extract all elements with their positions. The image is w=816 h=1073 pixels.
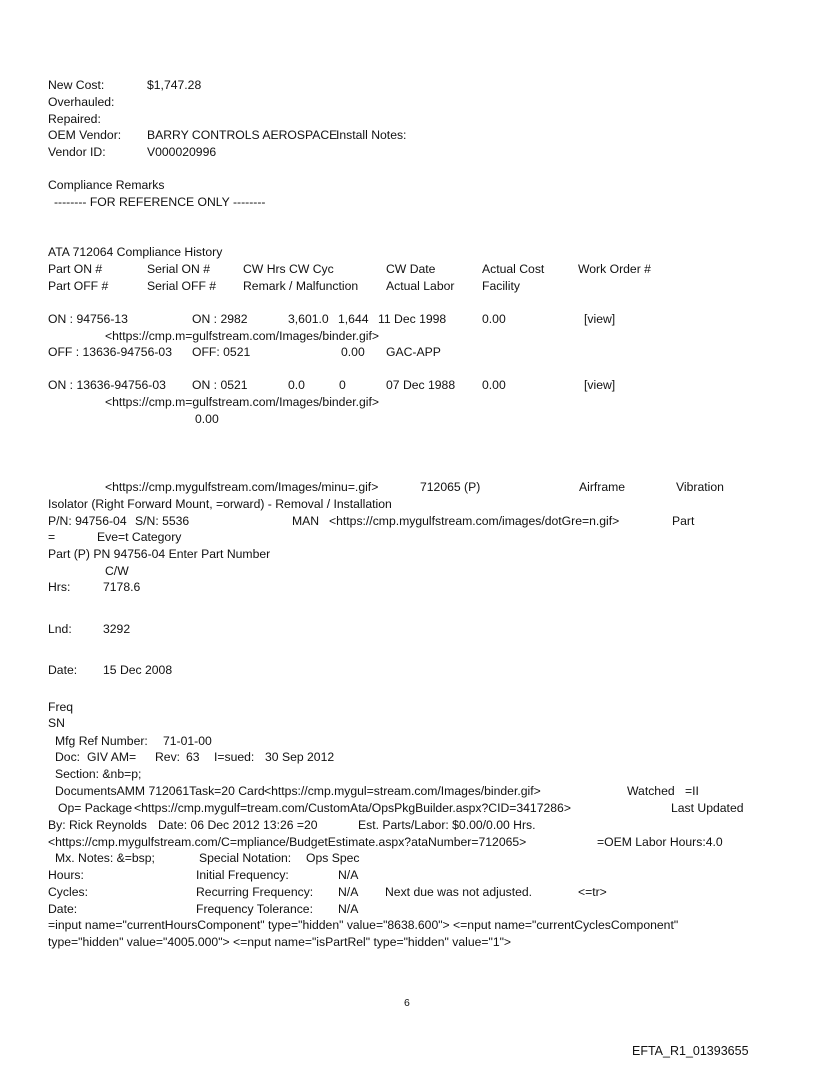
install-notes-label: Install Notes: — [336, 128, 407, 142]
freq-label: Freq — [48, 700, 74, 714]
row2-cw-hrs: 0.0 — [288, 378, 305, 392]
mx-notes-label: Mx. Notes: &=bsp; — [55, 851, 155, 865]
date-label: Date: — [48, 663, 78, 677]
new-cost-label: New Cost: — [48, 78, 105, 92]
col-part-on: Part ON # — [48, 262, 103, 276]
frequency-tolerance-value: N/A — [338, 902, 359, 916]
doc-value: GIV AM= — [87, 750, 137, 764]
last-updated-label: Last Updated — [671, 801, 744, 815]
hidden-inputs-line-1: =input name="currentHoursComponent" type="hidden" value="8638.600"> <=nput name="currentCyclesComponent" — [48, 918, 679, 932]
date-label-2: Date: — [48, 902, 78, 916]
special-notation-value: Ops Spec — [306, 851, 360, 865]
issued-label: I=sued: — [214, 750, 255, 764]
col-serial-off: Serial OFF # — [147, 279, 217, 293]
rev-value: 63 — [186, 750, 200, 764]
task-category: Airframe — [579, 480, 626, 494]
task-title-rest: Isolator (Right Forward Mount, =orward) - Removal / Installation — [48, 497, 392, 511]
col-serial-on: Serial ON # — [147, 262, 210, 276]
row2-cw-cyc: 0 — [339, 378, 346, 392]
reference-only-note: -------- FOR REFERENCE ONLY -------- — [54, 195, 266, 209]
recurring-frequency-value: N/A — [338, 885, 359, 899]
row2-serial-on: ON : 0521 — [192, 378, 248, 392]
ops-package-label: Op= Package — [58, 801, 133, 815]
ops-package-link[interactable]: <https://cmp.mygulf=tream.com/CustomAta/OpsPkgBuilder.aspx?CID=3417286> — [134, 801, 571, 815]
frequency-tolerance-label: Frequency Tolerance: — [196, 902, 313, 916]
oem-labor-hours: =OEM Labor Hours:4.0 — [597, 835, 723, 849]
equals-sign: = — [48, 530, 56, 544]
special-notation-label: Special Notation: — [199, 851, 292, 865]
hours-label: Hours: — [48, 868, 84, 882]
row1-part-off: OFF : 13636-94756-03 — [48, 345, 172, 359]
col-actual-labor: Actual Labor — [386, 279, 455, 293]
event-category: Eve=t Category — [97, 530, 182, 544]
row2-part-on: ON : 13636-94756-03 — [48, 378, 166, 392]
tr-tag: <=tr> — [578, 885, 607, 899]
doc-label: Doc: — [55, 750, 81, 764]
row2-cw-date: 07 Dec 1988 — [386, 378, 456, 392]
budget-estimate-link[interactable]: <https://cmp.mygulfstream.com/C=mpliance/BudgetEstimate.aspx?ataNumber=712065> — [48, 835, 527, 849]
oem-vendor-label: OEM Vendor: — [48, 128, 122, 142]
cw-label: C/W — [105, 564, 129, 578]
document-id: EFTA_R1_01393655 — [632, 1044, 749, 1058]
part-label: Part — [672, 514, 695, 528]
overhauled-label: Overhauled: — [48, 95, 115, 109]
row2-actual-cost: 0.00 — [482, 378, 506, 392]
part-number: P/N: 94756-04 — [48, 514, 127, 528]
col-remark: Remark / Malfunction — [243, 279, 359, 293]
compliance-remarks-heading: Compliance Remarks — [48, 178, 165, 192]
task-number: 712065 (P) — [420, 480, 481, 494]
row1-view-link[interactable]: [view] — [584, 312, 616, 326]
col-actual-cost: Actual Cost — [482, 262, 545, 276]
new-cost-value: $1,747.28 — [147, 78, 202, 92]
lnd-value: 3292 — [103, 622, 131, 636]
repaired-label: Repaired: — [48, 112, 101, 126]
col-part-off: Part OFF # — [48, 279, 109, 293]
section-line: Section: &nb=p; — [55, 767, 142, 781]
vendor-id-value: V000020996 — [147, 145, 217, 159]
man-label: MAN — [292, 514, 320, 528]
rev-label: Rev: — [155, 750, 181, 764]
binder-link[interactable]: <https://cmp.mygul=stream.com/Images/binder.gif> — [264, 784, 541, 798]
sn-label: SN — [48, 716, 65, 730]
page-number: 6 — [404, 997, 410, 1009]
hrs-value: 7178.6 — [103, 580, 141, 594]
row1-actual-labor: 0.00 — [341, 345, 365, 359]
hrs-label: Hrs: — [48, 580, 71, 594]
watched-label: Watched — [627, 784, 675, 798]
issued-value: 30 Sep 2012 — [265, 750, 335, 764]
task-title-start: Vibration — [676, 480, 724, 494]
hidden-inputs-line-2: type="hidden" value="4005.000"> <=nput name="isPartRel" type="hidden" value="1"> — [48, 935, 512, 949]
initial-frequency-label: Initial Frequency: — [196, 868, 289, 882]
minus-image-link[interactable]: <https://cmp.mygulfstream.com/Images/minu=.gif> — [105, 480, 379, 494]
mfg-ref-value: 71-01-00 — [163, 734, 212, 748]
row1-cw-cyc: 1,644 — [338, 312, 369, 326]
part-entry-line: Part (P) PN 94756-04 Enter Part Number — [48, 547, 271, 561]
row1-cw-hrs: 3,601.0 — [288, 312, 329, 326]
col-facility: Facility — [482, 279, 520, 293]
recurring-frequency-label: Recurring Frequency: — [196, 885, 314, 899]
initial-frequency-value: N/A — [338, 868, 359, 882]
row2-view-link[interactable]: [view] — [584, 378, 616, 392]
lnd-label: Lnd: — [48, 622, 72, 636]
col-cw-hrs-cyc: CW Hrs CW Cyc — [243, 262, 334, 276]
row2-actual-labor: 0.00 — [195, 412, 219, 426]
row1-facility: GAC-APP — [386, 345, 441, 359]
serial-number: S/N: 5536 — [135, 514, 190, 528]
next-due-note: Next due was not adjusted. — [385, 885, 533, 899]
dot-green-link[interactable]: <https://cmp.mygulfstream.com/images/dotGre=n.gif> — [329, 514, 620, 528]
date-value: 15 Dec 2008 — [103, 663, 173, 677]
updated-date: Date: 06 Dec 2012 13:26 =20 — [158, 818, 318, 832]
row1-serial-on: ON : 2982 — [192, 312, 248, 326]
oem-vendor-value: BARRY CONTROLS AEROSPACE — [147, 128, 338, 142]
cycles-label: Cycles: — [48, 885, 88, 899]
row1-binder-link[interactable]: <https://cmp.m=gulfstream.com/Images/binder.gif> — [105, 329, 380, 343]
col-work-order: Work Order # — [578, 262, 651, 276]
documents-amm: DocumentsAMM 712061Task=20 Card — [55, 784, 265, 798]
row2-binder-link[interactable]: <https://cmp.m=gulfstream.com/Images/binder.gif> — [105, 395, 380, 409]
row1-part-on: ON : 94756-13 — [48, 312, 128, 326]
row1-actual-cost: 0.00 — [482, 312, 506, 326]
vendor-id-label: Vendor ID: — [48, 145, 106, 159]
row1-cw-date: 11 Dec 1998 — [378, 312, 447, 326]
col-cw-date: CW Date — [386, 262, 436, 276]
watched-value: =II — [685, 784, 699, 798]
compliance-history-heading: ATA 712064 Compliance History — [48, 245, 223, 259]
row1-serial-off: OFF: 0521 — [192, 345, 251, 359]
updated-by: By: Rick Reynolds — [48, 818, 147, 832]
mfg-ref-label: Mfg Ref Number: — [55, 734, 148, 748]
est-parts-labor: Est. Parts/Labor: $0.00/0.00 Hrs. — [358, 818, 536, 832]
